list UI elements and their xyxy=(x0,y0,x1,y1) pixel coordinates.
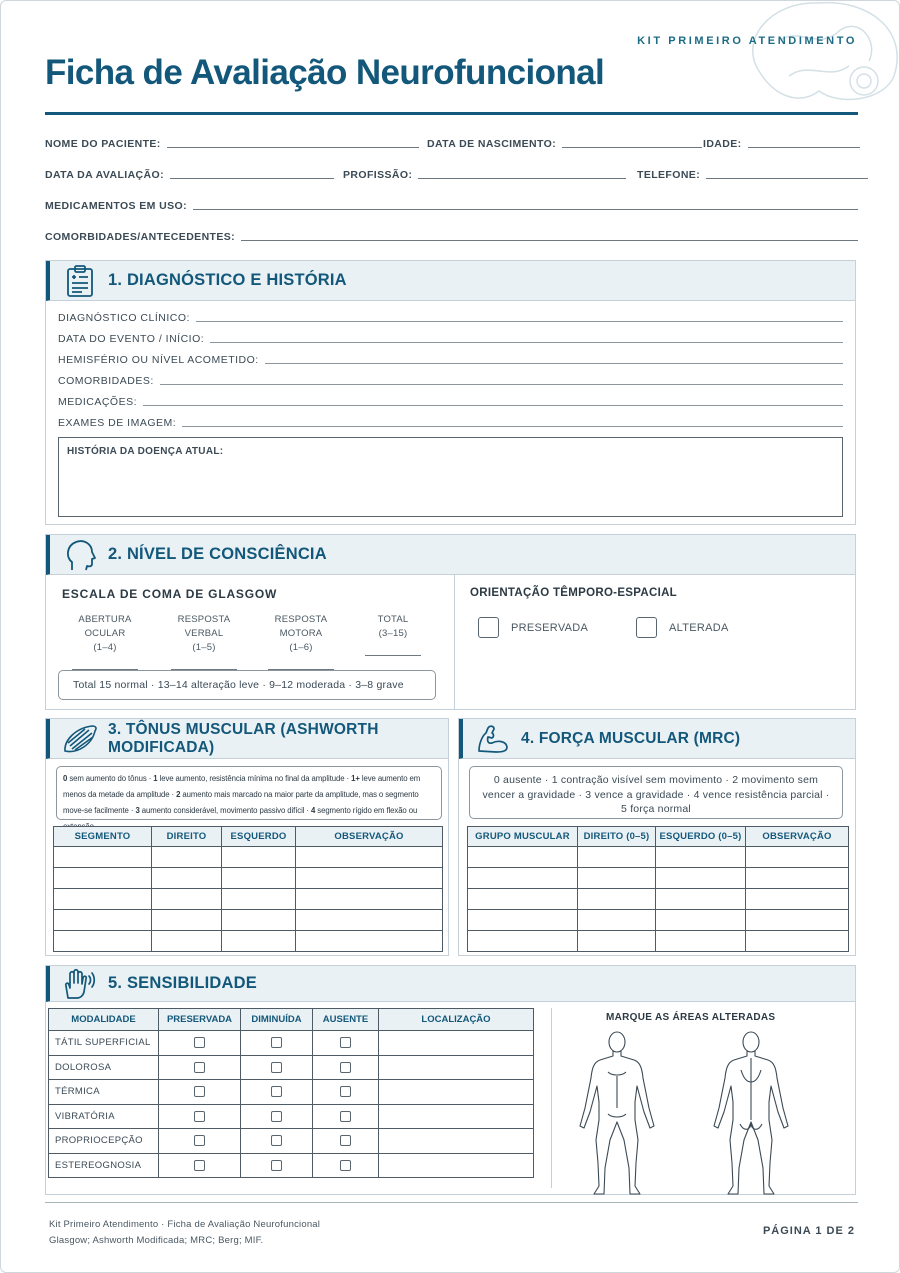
medications-line[interactable] xyxy=(193,209,858,210)
cell[interactable] xyxy=(222,868,296,889)
orientation-altered-option[interactable] xyxy=(636,617,729,638)
phone-field[interactable] xyxy=(637,169,868,181)
cell[interactable] xyxy=(152,868,222,889)
phone-label: TELEFONE: xyxy=(637,169,701,181)
cell[interactable] xyxy=(54,910,152,931)
flexed-arm-icon xyxy=(475,721,511,757)
glasgow-verbal-column xyxy=(160,613,248,670)
table-row xyxy=(49,1080,534,1105)
history-textbox[interactable] xyxy=(58,437,843,517)
field-line[interactable] xyxy=(196,321,843,322)
cell[interactable] xyxy=(296,868,443,889)
preserved-checkbox[interactable] xyxy=(194,1086,205,1097)
col-header: AUSENTE xyxy=(313,1009,379,1031)
patient-name-line[interactable] xyxy=(167,147,419,148)
cell[interactable] xyxy=(54,868,152,889)
glasgow-col-range: (1–4) xyxy=(93,642,117,653)
col-header: GRUPO MUSCULAR xyxy=(468,827,578,847)
preserved-checkbox[interactable] xyxy=(194,1062,205,1073)
glasgow-col-range: (3–15) xyxy=(378,628,408,639)
preserved-label: PRESERVADA xyxy=(511,621,589,634)
comorbidities-field[interactable] xyxy=(45,231,858,243)
col-header: OBSERVAÇÃO xyxy=(746,827,849,847)
glasgow-total-column xyxy=(358,613,428,656)
table-row xyxy=(49,1153,534,1178)
strength-table xyxy=(467,826,849,952)
table-row xyxy=(49,1055,534,1080)
ashworth-desc: leve aumento, resistência mínima no final da amplitude · xyxy=(157,774,352,783)
absent-checkbox[interactable] xyxy=(340,1086,351,1097)
cell xyxy=(159,1129,241,1154)
table-row xyxy=(49,1104,534,1129)
section-diagnosis xyxy=(45,260,856,525)
cell xyxy=(241,1031,313,1056)
hand-touch-icon xyxy=(62,966,98,1002)
col-header: SEGMENTO xyxy=(54,827,152,847)
sensibility-table xyxy=(48,1008,534,1178)
medications-field[interactable] xyxy=(45,200,858,212)
kit-label: KIT PRIMEIRO ATENDIMENTO xyxy=(637,35,857,47)
field-label: EXAMES DE IMAGEM: xyxy=(58,417,177,429)
cell xyxy=(313,1055,379,1080)
field-line[interactable] xyxy=(182,426,843,427)
table-row xyxy=(49,1031,534,1056)
cell xyxy=(241,1080,313,1105)
cell xyxy=(159,1153,241,1178)
cell[interactable] xyxy=(746,889,849,910)
cell xyxy=(241,1104,313,1129)
glasgow-eye-column xyxy=(62,613,148,670)
ashworth-desc: leve aumento em menos da metade da amplitude · xyxy=(63,774,421,799)
preserved-checkbox[interactable] xyxy=(194,1111,205,1122)
diminished-checkbox[interactable] xyxy=(271,1086,282,1097)
glasgow-col-range: (1–6) xyxy=(289,642,313,653)
table-row xyxy=(54,889,443,910)
cell[interactable] xyxy=(656,847,746,868)
section-5-header xyxy=(46,966,855,1002)
col-header: DIMINUÍDA xyxy=(241,1009,313,1031)
ashworth-code: 1 xyxy=(153,774,158,783)
section-2-header xyxy=(46,535,855,575)
location-cell[interactable] xyxy=(379,1129,534,1154)
age-label: IDADE: xyxy=(703,138,742,150)
birth-date-field[interactable] xyxy=(427,138,702,150)
cell xyxy=(313,1129,379,1154)
age-field[interactable] xyxy=(703,138,860,150)
cell xyxy=(241,1153,313,1178)
diminished-checkbox[interactable] xyxy=(271,1062,282,1073)
s1-medications-field[interactable] xyxy=(58,396,843,408)
orientation-preserved-option[interactable] xyxy=(478,617,588,638)
field-line[interactable] xyxy=(210,342,843,343)
ashworth-code: 2 xyxy=(176,790,181,799)
footer-text xyxy=(49,1217,320,1249)
col-header: LOCALIZAÇÃO xyxy=(379,1009,534,1031)
column-divider xyxy=(551,1008,552,1188)
page-number: PÁGINA 1 DE 2 xyxy=(762,1225,855,1237)
section-muscle-tone xyxy=(45,718,449,956)
col-header: DIREITO (0–5) xyxy=(578,827,656,847)
cell xyxy=(241,1055,313,1080)
field-label: HEMISFÉRIO OU NÍVEL ACOMETIDO: xyxy=(58,354,259,366)
footer-line-2: Glasgow; Ashworth Modificada; MRC; Berg; MIF. xyxy=(49,1235,264,1246)
field-line[interactable] xyxy=(160,384,843,385)
table-row xyxy=(49,1129,534,1154)
ashworth-code: 1+ xyxy=(351,774,360,783)
cell[interactable] xyxy=(656,868,746,889)
glasgow-title: ESCALA DE COMA DE GLASGOW xyxy=(62,587,278,601)
table-row xyxy=(54,868,443,889)
preserved-checkbox[interactable] xyxy=(194,1037,205,1048)
col-header: MODALIDADE xyxy=(49,1009,159,1031)
tone-table xyxy=(53,826,443,952)
altered-label: ALTERADA xyxy=(669,621,729,634)
ashworth-code: 4 xyxy=(310,806,316,815)
field-label: COMORBIDADES: xyxy=(58,375,154,387)
patient-name-label: NOME DO PACIENTE: xyxy=(45,138,161,150)
table-header-row xyxy=(54,827,443,847)
location-cell[interactable] xyxy=(379,1080,534,1105)
cell xyxy=(313,1153,379,1178)
cell xyxy=(159,1031,241,1056)
phone-line[interactable] xyxy=(706,178,868,179)
absent-checkbox[interactable] xyxy=(340,1135,351,1146)
absent-checkbox[interactable] xyxy=(340,1160,351,1171)
birth-date-label: DATA DE NASCIMENTO: xyxy=(427,138,557,150)
absent-checkbox[interactable] xyxy=(340,1037,351,1048)
cell[interactable] xyxy=(578,910,656,931)
cell[interactable] xyxy=(578,889,656,910)
glasgow-total-blank[interactable] xyxy=(365,655,421,656)
cell[interactable] xyxy=(222,847,296,868)
field-label: DIAGNÓSTICO CLÍNICO: xyxy=(58,312,190,324)
profession-field[interactable] xyxy=(343,169,626,181)
title-divider xyxy=(45,112,858,115)
location-cell[interactable] xyxy=(379,1153,534,1178)
diminished-checkbox[interactable] xyxy=(271,1160,282,1171)
profession-line[interactable] xyxy=(418,178,626,179)
clipboard-icon xyxy=(62,263,98,299)
location-cell[interactable] xyxy=(379,1104,534,1129)
clinical-diagnosis-field[interactable] xyxy=(58,312,843,324)
ashworth-desc: aumento mais marcado na maior parte da amplitude, mas o segmento move-se facilmente · xyxy=(63,790,419,815)
absent-checkbox[interactable] xyxy=(340,1062,351,1073)
cell xyxy=(159,1055,241,1080)
location-cell[interactable] xyxy=(379,1055,534,1080)
cell[interactable] xyxy=(222,910,296,931)
field-line[interactable] xyxy=(143,405,843,406)
cell[interactable] xyxy=(578,931,656,952)
cell[interactable] xyxy=(152,889,222,910)
cell[interactable] xyxy=(468,889,578,910)
table-row xyxy=(468,868,849,889)
diminished-checkbox[interactable] xyxy=(271,1037,282,1048)
comorbidities-label: COMORBIDADES/ANTECEDENTES: xyxy=(45,231,236,243)
field-line[interactable] xyxy=(265,363,843,364)
section-5-title: 5. SENSIBILIDADE xyxy=(108,974,257,992)
cell[interactable] xyxy=(746,868,849,889)
table-row xyxy=(468,910,849,931)
cell[interactable] xyxy=(152,847,222,868)
glasgow-col-label: ABERTURA OCULAR xyxy=(78,614,132,639)
col-header: DIREITO xyxy=(152,827,222,847)
cell[interactable] xyxy=(746,910,849,931)
eval-date-label: DATA DA AVALIAÇÃO: xyxy=(45,169,164,181)
section-muscle-strength xyxy=(458,718,856,956)
section-consciousness xyxy=(45,534,856,710)
age-line[interactable] xyxy=(748,147,860,148)
table-row xyxy=(468,847,849,868)
cell[interactable] xyxy=(54,889,152,910)
glasgow-motor-column xyxy=(258,613,344,670)
cell[interactable] xyxy=(222,889,296,910)
cell[interactable] xyxy=(746,847,849,868)
event-date-field[interactable] xyxy=(58,333,843,345)
section-1-title: 1. DIAGNÓSTICO E HISTÓRIA xyxy=(108,271,347,289)
modality-label: TÉRMICA xyxy=(49,1080,159,1105)
table-row xyxy=(468,931,849,952)
s1-comorbidities-field[interactable] xyxy=(58,375,843,387)
diminished-checkbox[interactable] xyxy=(271,1135,282,1146)
eval-date-field[interactable] xyxy=(45,169,334,181)
col-header: OBSERVAÇÃO xyxy=(296,827,443,847)
cell[interactable] xyxy=(656,889,746,910)
cell xyxy=(159,1080,241,1105)
cell[interactable] xyxy=(296,889,443,910)
imaging-field[interactable] xyxy=(58,417,843,429)
footer-divider xyxy=(45,1202,858,1203)
section-sensibility xyxy=(45,965,856,1195)
profession-label: PROFISSÃO: xyxy=(343,169,413,181)
birth-date-line[interactable] xyxy=(562,147,702,148)
table-header-row xyxy=(468,827,849,847)
mrc-legend: 0 ausente · 1 contração visível sem movimento · 2 movimento sem vencer a gravidade · 3 vence a gravidade · 4 vence resistência parcial · 5 força normal xyxy=(469,766,843,819)
cell[interactable] xyxy=(656,931,746,952)
table-row xyxy=(54,847,443,868)
col-header: PRESERVADA xyxy=(159,1009,241,1031)
modality-label: ESTEREOGNOSIA xyxy=(49,1153,159,1178)
preserved-checkbox[interactable] xyxy=(194,1135,205,1146)
cell[interactable] xyxy=(152,931,222,952)
section-4-title: 4. FORÇA MUSCULAR (MRC) xyxy=(521,729,741,747)
preserved-checkbox[interactable] xyxy=(194,1160,205,1171)
brain-watermark-icon xyxy=(719,0,900,121)
cell xyxy=(313,1031,379,1056)
eval-date-line[interactable] xyxy=(170,178,334,179)
cell[interactable] xyxy=(296,910,443,931)
cell[interactable] xyxy=(296,931,443,952)
cell[interactable] xyxy=(468,847,578,868)
cell xyxy=(313,1104,379,1129)
table-row xyxy=(54,910,443,931)
hemisphere-field[interactable] xyxy=(58,354,843,366)
col-header: ESQUERDO xyxy=(222,827,296,847)
modality-label: VIBRATÓRIA xyxy=(49,1104,159,1129)
glasgow-col-label: TOTAL xyxy=(377,614,409,625)
body-front-icon[interactable] xyxy=(572,1028,662,1198)
footer-line-1: Kit Primeiro Atendimento · Ficha de Avaliação Neurofuncional xyxy=(49,1219,321,1230)
cell[interactable] xyxy=(746,931,849,952)
muscle-icon xyxy=(62,721,98,757)
section-2-title: 2. NÍVEL DE CONSCIÊNCIA xyxy=(108,545,327,563)
cell[interactable] xyxy=(222,931,296,952)
body-map-title: MARQUE AS ÁREAS ALTERADAS xyxy=(606,1012,776,1023)
page-title: Ficha de Avaliação Neurofuncional xyxy=(45,53,605,92)
cell[interactable] xyxy=(578,868,656,889)
cell[interactable] xyxy=(656,910,746,931)
history-label: HISTÓRIA DA DOENÇA ATUAL: xyxy=(67,446,224,457)
body-back-icon[interactable] xyxy=(706,1028,796,1198)
cell xyxy=(159,1104,241,1129)
modality-label: PROPRIOCEPÇÃO xyxy=(49,1129,159,1154)
patient-name-field[interactable] xyxy=(45,138,419,150)
orientation-title: ORIENTAÇÃO TÊMPORO-ESPACIAL xyxy=(470,587,678,599)
column-divider xyxy=(454,575,455,709)
altered-checkbox[interactable] xyxy=(636,617,657,638)
medications-label: MEDICAMENTOS EM USO: xyxy=(45,200,187,212)
table-row xyxy=(54,931,443,952)
section-3-title: 3. TÔNUS MUSCULAR (ASHWORTH MODIFICADA) xyxy=(108,720,379,756)
ashworth-desc: segmento rígido em flexão ou xyxy=(317,806,418,815)
cell[interactable] xyxy=(468,931,578,952)
col-header: ESQUERDO (0–5) xyxy=(656,827,746,847)
glasgow-interpretation-note: Total 15 normal · 13–14 alteração leve · 9–12 moderada · 3–8 grave xyxy=(58,670,436,700)
modality-label: DOLOROSA xyxy=(49,1055,159,1080)
glasgow-col-label: RESPOSTA VERBAL xyxy=(177,614,231,639)
cell[interactable] xyxy=(152,910,222,931)
glasgow-col-label: RESPOSTA MOTORA xyxy=(274,614,328,639)
head-profile-icon xyxy=(62,537,98,573)
cell xyxy=(241,1129,313,1154)
cell[interactable] xyxy=(578,847,656,868)
cell[interactable] xyxy=(468,910,578,931)
ashworth-desc: sem aumento do tônus · xyxy=(67,774,154,783)
field-label: MEDICAÇÕES: xyxy=(58,396,138,408)
diminished-checkbox[interactable] xyxy=(271,1111,282,1122)
cell[interactable] xyxy=(296,847,443,868)
comorbidities-line[interactable] xyxy=(241,240,858,241)
cell[interactable] xyxy=(54,847,152,868)
section-1-header xyxy=(46,261,855,301)
table-header-row xyxy=(49,1009,534,1031)
absent-checkbox[interactable] xyxy=(340,1111,351,1122)
table-row xyxy=(468,889,849,910)
ashworth-legend xyxy=(56,766,442,820)
preserved-checkbox[interactable] xyxy=(478,617,499,638)
location-cell[interactable] xyxy=(379,1031,534,1056)
field-label: DATA DO EVENTO / INÍCIO: xyxy=(58,333,205,345)
ashworth-code: 0 xyxy=(63,774,68,783)
glasgow-col-range: (1–5) xyxy=(192,642,216,653)
cell[interactable] xyxy=(54,931,152,952)
cell xyxy=(313,1080,379,1105)
section-4-header xyxy=(459,719,855,759)
ashworth-desc: aumento considerável, movimento passivo difícil · xyxy=(139,806,311,815)
ashworth-code: 3 xyxy=(135,806,140,815)
modality-label: TÁTIL SUPERFICIAL xyxy=(49,1031,159,1056)
cell[interactable] xyxy=(468,868,578,889)
section-3-header xyxy=(46,719,448,759)
